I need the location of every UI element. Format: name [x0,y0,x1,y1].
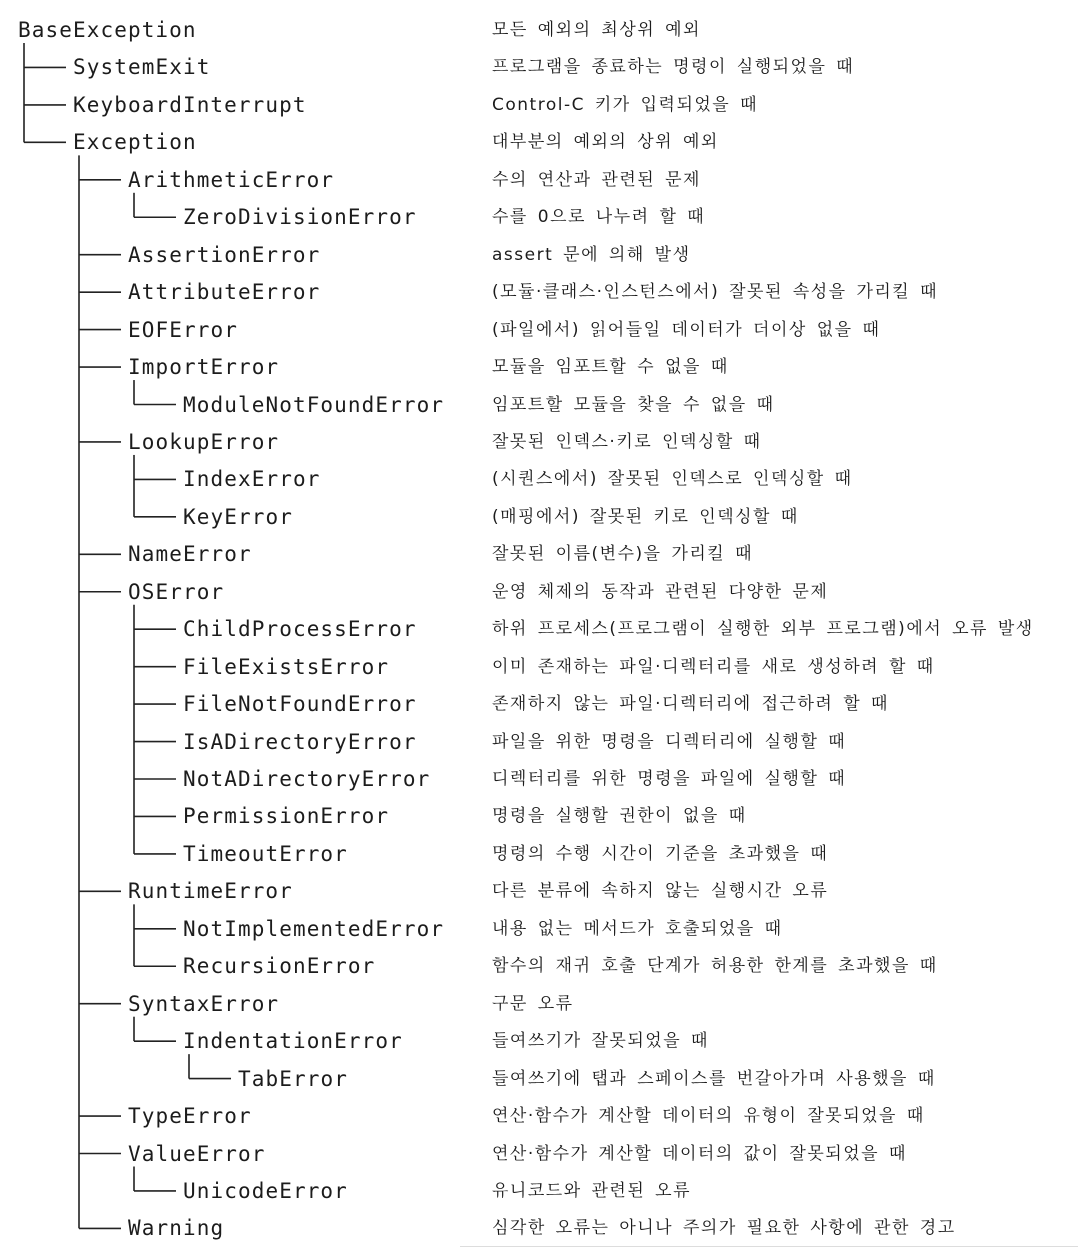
exception-description: (매핑에서) 잘못된 키로 인덱싱할 때 [492,506,799,527]
exception-name: SystemExit [73,55,211,80]
tree-row-type-error [0,1098,1078,1134]
exception-name: SyntaxError [128,991,280,1016]
exception-description: 명령의 수행 시간이 기준을 초과했을 때 [492,843,829,864]
exception-name: RecursionError [183,954,376,979]
exception-name: NotImplementedError [183,916,445,941]
exception-description: 다른 분류에 속하지 않는 실행시간 오류 [492,881,829,902]
exception-description: 존재하지 않는 파일·디렉터리에 접근하려 할 때 [492,694,889,715]
tree-row-os-error [0,574,1078,610]
exception-name: ZeroDivisionError [183,205,417,230]
exception-description: 함수의 재귀 호출 단계가 허용한 한계를 초과했을 때 [492,956,938,977]
tree-row-module-not-found-error [0,387,1078,423]
exception-description: (파일에서) 읽어들일 데이터가 더이상 없을 때 [492,319,881,340]
exception-name: NameError [128,542,252,567]
exception-description: 디렉터리를 위한 명령을 파일에 실행할 때 [492,769,847,789]
exception-name: FileExistsError [183,654,390,679]
exception-name: KeyError [183,504,293,529]
tree-row-base-exception [0,12,1078,48]
exception-name: BaseException [18,18,197,42]
tree-row-zero-division-error [0,199,1078,235]
exception-name: ModuleNotFoundError [183,392,445,417]
exception-name: TypeError [128,1104,252,1129]
exception-name: IndexError [183,467,321,492]
exception-description: 심각한 오류는 아니나 주의가 필요한 사항에 관한 경고 [492,1218,956,1239]
exception-description: 수를 0으로 나누려 할 때 [492,207,706,228]
exception-description: (모듈·클래스·인스턴스에서) 잘못된 속성을 가리킬 때 [492,282,939,303]
exception-name: LookupError [128,429,280,454]
exception-description: 하위 프로세스(프로그램이 실행한 외부 프로그램)에서 오류 발생 [492,619,1034,640]
tree-row-exception [0,124,1078,160]
exception-name: RuntimeError [128,879,293,904]
tree-row-keyboard-interrupt [0,87,1078,123]
tree-row-system-exit [0,49,1078,85]
tree-row-is-a-directory-error [0,724,1078,760]
tree-row-not-implemented-error [0,911,1078,947]
tree-row-name-error [0,536,1078,572]
exception-name: TimeoutError [183,841,348,866]
tree-row-tab-error [0,1061,1078,1097]
tree-row-recursion-error [0,948,1078,984]
tree-row-assertion-error [0,237,1078,273]
exception-description: 연산·함수가 계산할 데이터의 값이 잘못되었을 때 [492,1143,907,1164]
exception-name: AttributeError [128,280,321,305]
exception-name: Warning [128,1216,225,1241]
tree-row-runtime-error [0,873,1078,909]
exception-name: UnicodeError [183,1178,348,1203]
tree-row-unicode-error [0,1173,1078,1209]
tree-row-import-error [0,349,1078,385]
exception-name: KeyboardInterrupt [73,92,307,117]
tree-row-index-error [0,461,1078,497]
exception-description: (시퀀스에서) 잘못된 인덱스로 인덱싱할 때 [492,469,853,490]
tree-row-lookup-error [0,424,1078,460]
exception-description: Control-C 키가 입력되었을 때 [492,94,759,115]
exception-name: NotADirectoryError [183,767,431,791]
exception-description: 연산·함수가 계산할 데이터의 유형이 잘못되었을 때 [492,1106,925,1127]
exception-description: 들여쓰기가 잘못되었을 때 [492,1031,709,1052]
exception-description: 모든 예외의 최상위 예외 [492,20,701,40]
exception-description: 잘못된 인덱스·키로 인덱싱할 때 [492,431,762,452]
exception-name: TabError [238,1066,348,1091]
exception-description: 대부분의 예외의 상위 예외 [492,132,719,153]
tree-row-arithmetic-error [0,162,1078,198]
exception-name: IndentationError [183,1029,403,1054]
exception-description: 명령을 실행할 권한이 없을 때 [492,806,747,827]
tree-row-file-not-found-error [0,686,1078,722]
exception-description: 모듈을 임포트할 수 없을 때 [492,357,729,378]
exception-description: 들여쓰기에 탭과 스페이스를 번갈아가며 사용했을 때 [492,1068,936,1089]
tree-row-indentation-error [0,1023,1078,1059]
tree-row-not-a-directory-error [0,761,1078,797]
exception-description: 이미 존재하는 파일·디렉터리를 새로 생성하려 할 때 [492,656,935,677]
exception-description: 잘못된 이름(변수)을 가리킬 때 [492,544,754,565]
exception-name: AssertionError [128,242,321,267]
exception-name: Exception [73,130,197,155]
tree-row-syntax-error [0,986,1078,1022]
exception-description: assert 문에 의해 발생 [492,244,691,265]
exception-description: 구문 오류 [492,993,574,1014]
exception-name: FileNotFoundError [183,692,417,717]
exception-description: 내용 없는 메서드가 호출되었을 때 [492,918,783,939]
bottom-divider [460,1246,1078,1247]
exception-name: ImportError [128,355,280,380]
exception-name: OSError [128,579,225,604]
tree-row-timeout-error [0,836,1078,872]
tree-row-eof-error [0,312,1078,348]
exception-name: PermissionError [183,804,390,829]
exception-name: IsADirectoryError [183,729,417,754]
exception-name: EOFError [128,317,238,342]
exception-name: ArithmeticError [128,167,335,192]
tree-row-permission-error [0,798,1078,834]
tree-row-warning [0,1210,1078,1246]
exception-description: 임포트할 모듈을 찾을 수 없을 때 [492,394,775,415]
tree-row-file-exists-error [0,649,1078,685]
tree-row-child-process-error [0,611,1078,647]
tree-row-value-error [0,1136,1078,1172]
tree-row-attribute-error [0,274,1078,310]
exception-description: 유니코드와 관련된 오류 [492,1180,692,1201]
exception-name: ChildProcessError [183,617,417,642]
exception-name: ValueError [128,1141,266,1166]
exception-description: 파일을 위한 명령을 디렉터리에 실행할 때 [492,731,847,752]
tree-row-key-error [0,499,1078,535]
exception-description: 운영 체제의 동작과 관련된 다양한 문제 [492,581,829,602]
exception-description: 수의 연산과 관련된 문제 [492,169,701,190]
exception-description: 프로그램을 종료하는 명령이 실행되었을 때 [492,57,855,78]
